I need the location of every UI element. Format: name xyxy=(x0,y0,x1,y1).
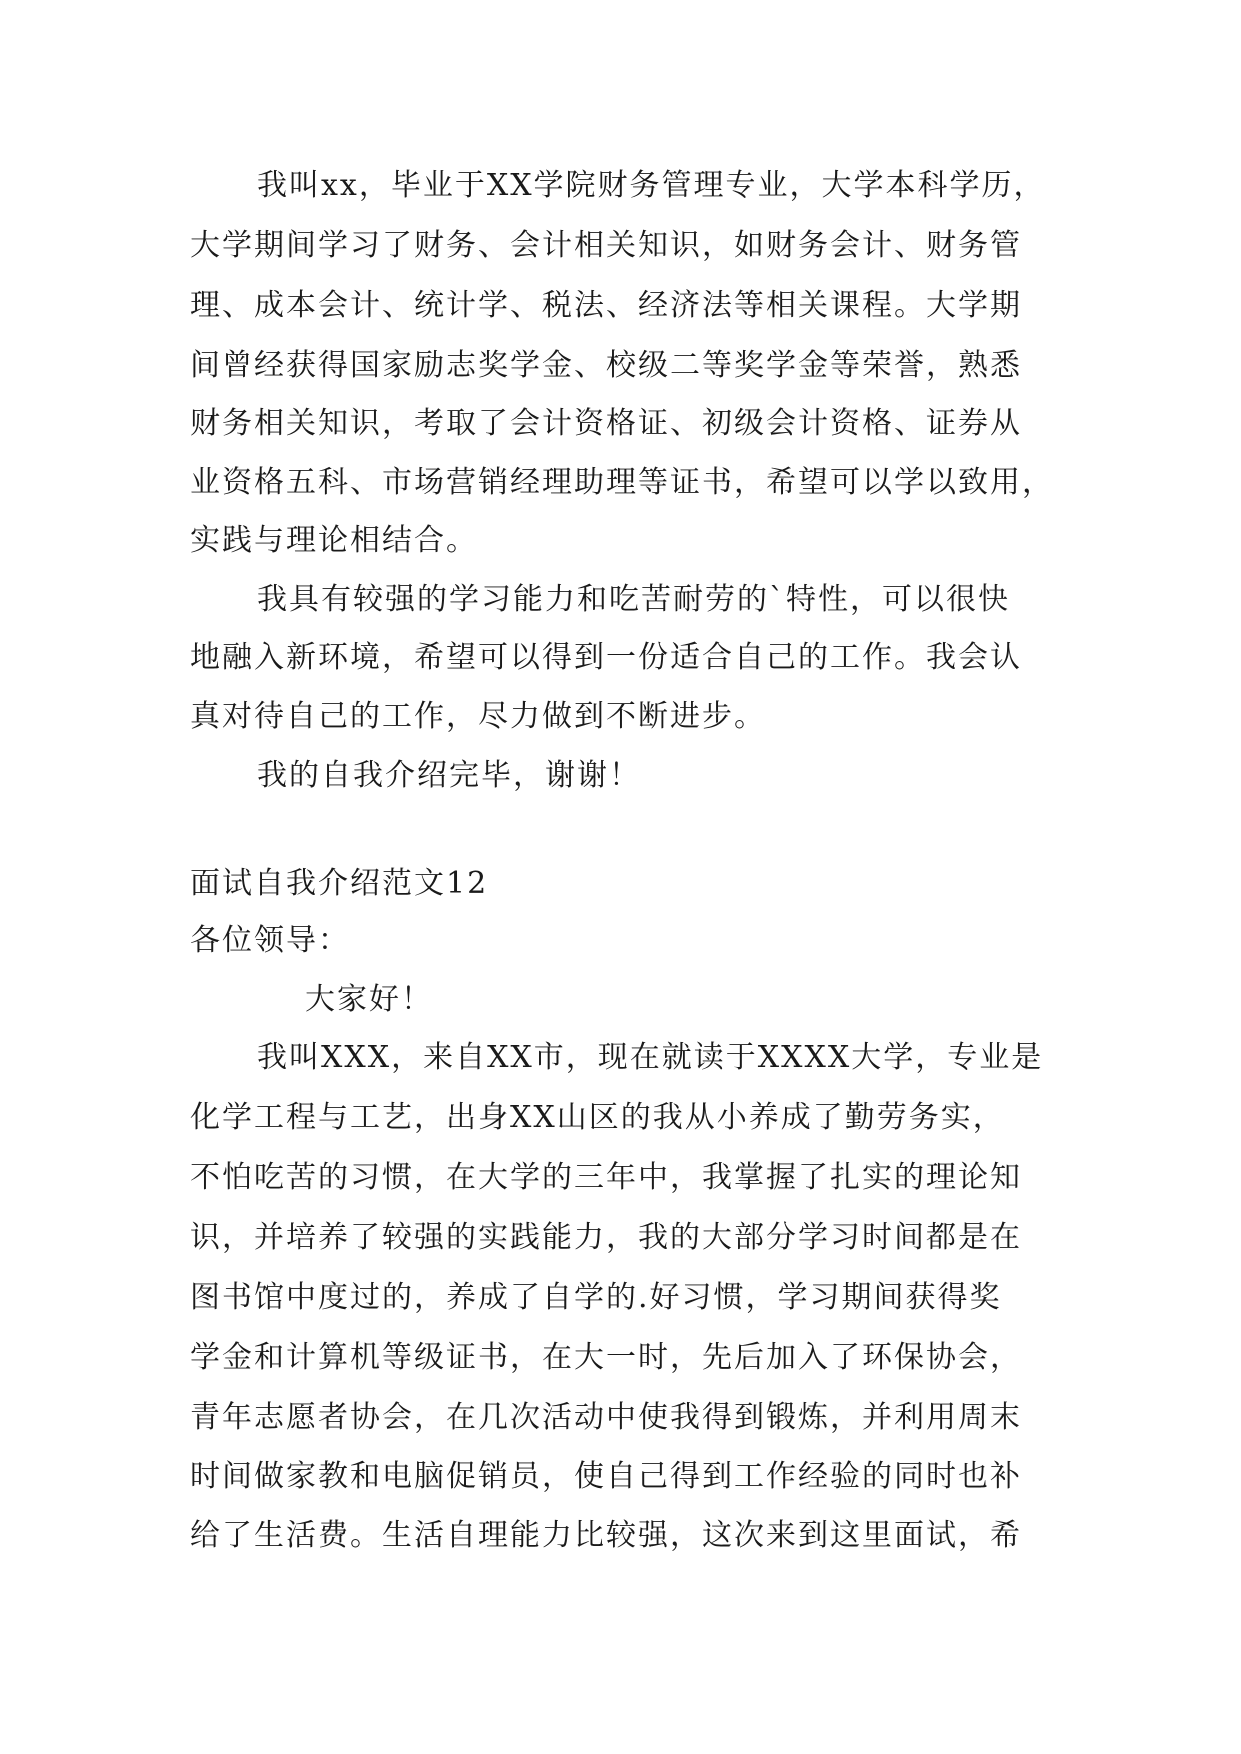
section-title: 面试自我介绍范文12 xyxy=(190,866,489,901)
paragraph-line: 我具有较强的学习能力和吃苦耐劳的`特性，可以很快 xyxy=(257,582,1010,617)
paragraph-line: 化学工程与工艺，出身XX山区的我从小养成了勤劳务实， xyxy=(190,1100,1005,1135)
closing-line: 我的自我介绍完毕，谢谢！ xyxy=(257,758,641,793)
greeting: 大家好！ xyxy=(305,982,433,1017)
paragraph-line: 识，并培养了较强的实践能力，我的大部分学习时间都是在 xyxy=(190,1220,1022,1255)
paragraph-line: 给了生活费。生活自理能力比较强，这次来到这里面试，希 xyxy=(190,1518,1022,1553)
salutation: 各位领导： xyxy=(190,923,350,958)
paragraph-line: 财务相关知识，考取了会计资格证、初级会计资格、证券从 xyxy=(190,406,1022,441)
paragraph-line: 真对待自己的工作，尽力做到不断进步。 xyxy=(190,699,766,734)
paragraph-line: 间曾经获得国家励志奖学金、校级二等奖学金等荣誉，熟悉 xyxy=(190,348,1022,383)
paragraph-line: 青年志愿者协会，在几次活动中使我得到锻炼，并利用周末 xyxy=(190,1400,1022,1435)
paragraph-line: 大学期间学习了财务、会计相关知识，如财务会计、财务管 xyxy=(190,228,1022,263)
paragraph-line: 时间做家教和电脑促销员，使自己得到工作经验的同时也补 xyxy=(190,1459,1022,1494)
paragraph-line: 学金和计算机等级证书，在大一时，先后加入了环保协会， xyxy=(190,1340,1022,1375)
paragraph-line: 不怕吃苦的习惯，在大学的三年中，我掌握了扎实的理论知 xyxy=(190,1160,1022,1195)
paragraph-line: 业资格五科、市场营销经理助理等证书，希望可以学以致用， xyxy=(190,465,1054,500)
paragraph-line: 理、成本会计、统计学、税法、经济法等相关课程。大学期 xyxy=(190,288,1022,323)
paragraph-line: 我叫xx，毕业于XX学院财务管理专业，大学本科学历， xyxy=(257,168,1046,203)
paragraph-line: 实践与理论相结合。 xyxy=(190,523,478,558)
paragraph-line: 我叫XXX，来自XX市，现在就读于XXXX大学，专业是 xyxy=(257,1040,1044,1075)
paragraph-line: 地融入新环境，希望可以得到一份适合自己的工作。我会认 xyxy=(190,640,1022,675)
paragraph-line: 图书馆中度过的，养成了自学的.好习惯，学习期间获得奖 xyxy=(190,1280,1002,1315)
